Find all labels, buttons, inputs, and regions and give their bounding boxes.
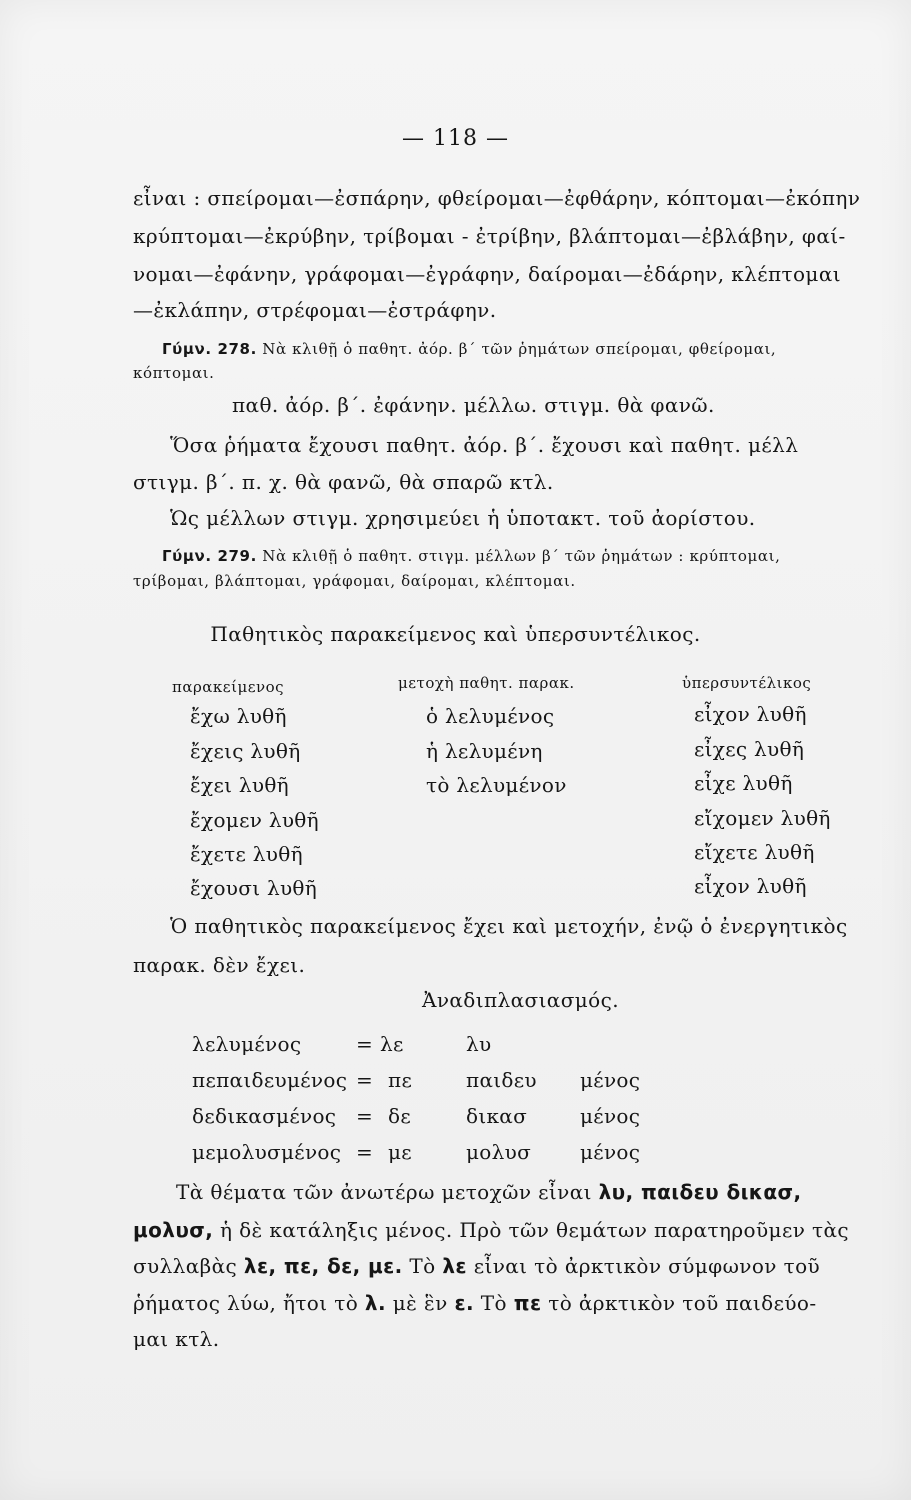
redup-word: δεδικασμένος (192, 1104, 337, 1128)
redup-word: μεμολυσμένος (192, 1140, 342, 1164)
final-line-3 (133, 1254, 903, 1278)
redup-ending: μένος (580, 1140, 641, 1164)
final-line-1 (176, 1180, 904, 1204)
redup-stem: δικασ (466, 1104, 528, 1128)
pluperfect-form: εἴχετε λυθῆ (694, 840, 815, 864)
final-line-5: μαι κτλ. (133, 1327, 220, 1351)
final-text: Τὸ (402, 1254, 443, 1278)
redup-prefix: δε (388, 1104, 412, 1128)
note-line-1: Ὁ παθητικὸς παρακείμενος ἔχει καὶ μετοχήν, ἐνῷ ὁ ἐνεργητικὸς (170, 914, 848, 938)
paragraph-line-4: —ἐκλάπην, στρέφομαι—ἐστράφην. (133, 298, 497, 322)
final-text: Τὰ θέματα τῶν ἀνωτέρω μετοχῶν εἶναι (176, 1180, 599, 1204)
redup-ending: μένος (580, 1068, 641, 1092)
perfect-form: ἔχομεν λυθῆ (190, 808, 319, 832)
final-line-4 (133, 1291, 903, 1315)
pluperfect-form: εἶχε λυθῆ (694, 771, 793, 795)
pluperfect-form: εἶχον λυθῆ (694, 874, 807, 898)
forms-line: παθ. ἀόρ. β΄. ἐφάνην. μέλλω. στιγμ. θὰ φανῶ. (232, 393, 715, 417)
exercise-278-text: Νὰ κλιθῇ ὁ παθητ. ἀόρ. β΄ τῶν ῥημάτων σπείρομαι, φθείρομαι, (262, 340, 777, 358)
participle-form: τὸ λελυμένον (426, 773, 567, 797)
exercise-278-line-2: κόπτομαι. (133, 364, 215, 382)
rule-1-line-1: Ὅσα ῥήματα ἔχουσι παθητ. ἀόρ. β΄. ἔχουσι καὶ παθητ. μέλλ (170, 433, 799, 457)
exercise-279-text: Νὰ κλιθῇ ὁ παθητ. στιγμ. μέλλων β΄ τῶν ῥημάτων : κρύπτομαι, (262, 547, 781, 565)
final-text: μὲ ἓν (385, 1291, 455, 1315)
exercise-279-label: Γύμν. 279. (162, 547, 257, 565)
redup-equals: = (356, 1104, 374, 1128)
redup-word: πεπαιδευμένος (192, 1068, 348, 1092)
section-title: Παθητικὸς παρακείμενος καὶ ὑπερσυντέλικος. (210, 622, 701, 646)
paragraph-line-2: κρύπτομαι—ἐκρύβην, τρίβομαι - ἐτρίβην, βλάπτομαι—ἐβλάβην, φαί- (133, 224, 846, 248)
table-header-participle: μετοχὴ παθητ. παρακ. (398, 674, 575, 692)
final-text: ἡ δὲ κατάληξις μένος. Πρὸ τῶν θεμάτων παρατηροῦμεν τὰς (213, 1218, 850, 1242)
final-text: τὸ ἀρκτικὸν τοῦ παιδεύο- (541, 1291, 817, 1315)
redup-prefix: πε (388, 1068, 413, 1092)
perfect-form: ἔχω λυθῆ (190, 704, 287, 728)
participle-form: ὁ λελυμένος (426, 704, 555, 728)
stems-bold: λυ, παιδευ δικασ, (598, 1180, 802, 1204)
redup-stem: λυ (466, 1032, 492, 1056)
final-text: εἶναι τὸ ἀρκτικὸν σύμφωνον τοῦ (466, 1254, 821, 1278)
redup-ending: μένος (580, 1104, 641, 1128)
rule-2: Ὡς μέλλων στιγμ. χρησιμεύει ἡ ὑποτακτ. τοῦ ἀορίστου. (170, 506, 756, 530)
final-text: συλλαβὰς (133, 1254, 244, 1278)
final-line-2 (133, 1218, 903, 1242)
final-text: ῥήματος λύω, ἤτοι τὸ (133, 1291, 365, 1315)
syllables-bold: λε, πε, δε, με. (243, 1254, 403, 1278)
rule-1-line-2: στιγμ. β΄. π. χ. θὰ φανῶ, θὰ σπαρῶ κτλ. (133, 470, 554, 494)
exercise-278-label: Γύμν. 278. (162, 340, 257, 358)
perfect-form: ἔχουσι λυθῆ (190, 876, 318, 900)
exercise-279-line-2: τρίβομαι, βλάπτομαι, γράφομαι, δαίρομαι, κλέπτομαι. (133, 572, 576, 590)
exercise-279-line-1 (162, 547, 902, 565)
redup-stem: μολυσ (466, 1140, 532, 1164)
syllable-bold: λε (442, 1254, 467, 1278)
redup-prefix: με (388, 1140, 412, 1164)
participle-form: ἡ λελυμένη (426, 739, 543, 763)
redup-equals: = (356, 1032, 374, 1056)
letter-bold: ε. (454, 1291, 475, 1315)
redup-prefix: λε (380, 1032, 404, 1056)
paragraph-line-1: εἶναι : σπείρομαι—ἐσπάρην, φθείρομαι—ἐφθάρην, κόπτομαι—ἐκόπην (133, 186, 861, 210)
pluperfect-form: εἶχον λυθῆ (694, 702, 807, 726)
subtitle: Ἀναδιπλασιασμός. (422, 988, 619, 1012)
stem-bold: μολυσ, (133, 1218, 214, 1242)
table-header-pluperfect: ὑπερσυντέλικος (682, 674, 812, 692)
exercise-278-line-1 (162, 340, 902, 358)
redup-word: λελυμένος (192, 1032, 302, 1056)
paragraph-line-3: νομαι—ἐφάνην, γράφομαι—ἐγράφην, δαίρομαι—ἐδάρην, κλέπτομαι (133, 262, 841, 286)
pluperfect-form: εἴχομεν λυθῆ (694, 806, 831, 830)
perfect-form: ἔχει λυθῆ (190, 773, 289, 797)
pluperfect-form: εἶχες λυθῆ (694, 737, 805, 761)
redup-equals: = (356, 1068, 374, 1092)
redup-stem: παιδευ (466, 1068, 537, 1092)
perfect-form: ἔχετε λυθῆ (190, 842, 303, 866)
note-line-2: παρακ. δὲν ἔχει. (133, 953, 306, 977)
table-header-perfect: παρακείμενος (172, 678, 285, 696)
letter-bold: λ. (364, 1291, 386, 1315)
redup-equals: = (356, 1140, 374, 1164)
perfect-form: ἔχεις λυθῆ (190, 739, 301, 763)
syllable-bold: πε (513, 1291, 542, 1315)
page-number: — 118 — (402, 126, 509, 151)
final-text: Τὸ (474, 1291, 514, 1315)
